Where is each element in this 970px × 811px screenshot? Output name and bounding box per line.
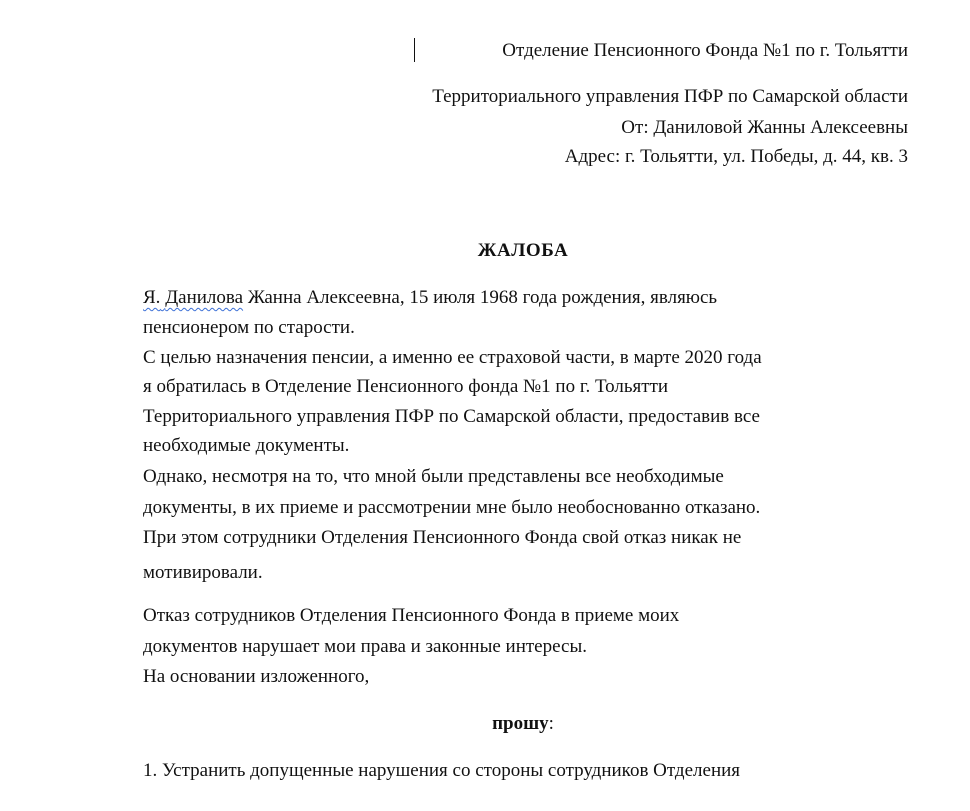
request-heading [0, 713, 970, 735]
body-line: необходимые документы. [143, 435, 350, 456]
misspelled-word: Я. [143, 287, 161, 308]
body-line [143, 287, 717, 309]
header-recipient-dept: Территориального управления ПФР по Самарской области [432, 86, 908, 107]
body-line: На основании изложенного, [143, 666, 370, 687]
request-colon: : [548, 713, 554, 734]
body-line: Однако, несмотря на то, что мной были представлены все необходимые [143, 466, 724, 487]
document-title: ЖАЛОБА [477, 240, 569, 261]
header-recipient: Отделение Пенсионного Фонда №1 по г. Тольятти [502, 40, 908, 61]
request-word: прошу [492, 713, 549, 734]
header-from: От: Даниловой Жанны Алексеевны [621, 117, 908, 138]
misspelled-word: Данилова [165, 287, 244, 308]
header-address: Адрес: г. Тольятти, ул. Победы, д. 44, кв. 3 [564, 146, 908, 167]
body-line: документы, в их приеме и рассмотрении мне было необоснованно отказано. [143, 497, 761, 518]
request-item-1: 1. Устранить допущенные нарушения со стороны сотрудников Отделения [143, 760, 741, 781]
body-line: Территориального управления ПФР по Самарской области, предоставив все [143, 406, 760, 427]
body-line: С целью назначения пенсии, а именно ее страховой части, в марте 2020 года [143, 347, 762, 368]
body-line: я обратилась в Отделение Пенсионного фонда №1 по г. Тольятти [143, 376, 669, 397]
text-run: Жанна Алексеевна, 15 июля 1968 года рождения, являюсь [243, 287, 718, 308]
text-cursor [414, 38, 415, 62]
body-line: пенсионером по старости. [143, 317, 355, 338]
body-line: Отказ сотрудников Отделения Пенсионного Фонда в приеме моих [143, 605, 680, 626]
body-line: мотивировали. [143, 562, 263, 583]
body-line: документов нарушает мои права и законные интересы. [143, 636, 587, 657]
body-line: При этом сотрудники Отделения Пенсионного Фонда свой отказ никак не [143, 527, 742, 548]
